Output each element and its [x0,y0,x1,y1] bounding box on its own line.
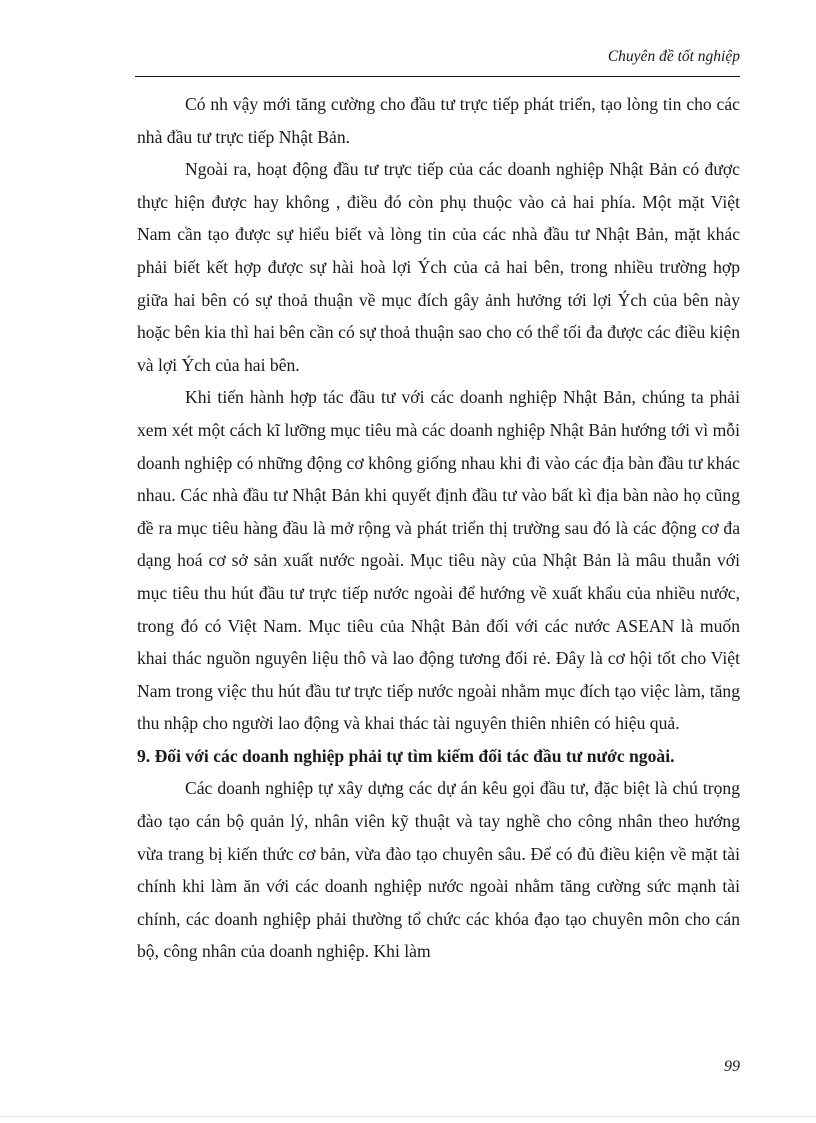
page-number: 99 [724,1058,740,1075]
section-heading: 9. Đối với các doanh nghiệp phải tự tìm kiếm đối tác đầu tư nước ngoài. [137,745,675,766]
header-rule [135,76,740,77]
document-body [137,88,740,968]
paragraph-2: Ngoài ra, hoạt động đầu tư trực tiếp của các doanh nghiệp Nhật Bản có được thực hiện được hay không , điều đó còn phụ thuộc vào cả hai phía. Một mặt Việt Nam cần tạo được sự hiểu biết và lòng tin của các nhà đầu tư Nhật Bản, mặt khác phải biết kết hợp được sự hài hoà lợi Ých của cả hai bên, trong nhiều trường hợp giữa hai bên có sự thoả thuận về mục đích gây ảnh hưởng tới lợi Ých của bên này hoặc bên kia thì hai bên cần có sự thoả thuận sao cho có thể tối đa được các điều kiện và lợi Ých của hai bên. [137,159,740,375]
paragraph-4: Các doanh nghiệp tự xây dựng các dự án kêu gọi đầu tư, đặc biệt là chú trọng đào tạo cán bộ quản lý, nhân viên kỹ thuật và tay nghề cho công nhân theo hướng vừa trang bị kiến thức cơ bản, vừa đào tạo chuyên sâu. Để có đủ điều kiện về mặt tài chính khi làm ăn với các doanh nghiệp nước ngoài nhằm tăng cường sức mạnh tài chính, các doanh nghiệp phải thường tổ chức các khóa đạo tạo chuyên môn cho cán bộ, công nhân của doanh nghiệp. Khi làm [137,778,740,962]
paragraph-1: Có nh vậy mới tăng cường cho đầu tư trực tiếp phát triển, tạo lòng tin cho các nhà đầu tư trực tiếp Nhật Bản. [137,94,740,147]
header-title: Chuyên đề tốt nghiệp [607,48,740,65]
footer-rule [0,1116,816,1117]
paragraph-3: Khi tiến hành hợp tác đầu tư với các doanh nghiệp Nhật Bản, chúng ta phải xem xét một cách kĩ lưỡng mục tiêu mà các doanh nghiệp Nhật Bản hướng tới vì mỗi doanh nghiệp có những động cơ không giống nhau khi đi vào các địa bàn đầu tư khác nhau. Các nhà đầu tư Nhật Bản khi quyết định đầu tư vào bất kì địa bàn nào họ cũng đề ra mục tiêu hàng đầu là mở rộng và phát triển thị trường sau đó là các động cơ đa dạng hoá cơ sở sản xuất nước ngoài. Mục tiêu này của Nhật Bản là mâu thuẫn với mục tiêu thu hút đầu tư trực tiếp nước ngoài để hướng về xuất khẩu của nhiều nước, trong đó có Việt Nam. Mục tiêu của Nhật Bản đối với các nước ASEAN là muốn khai thác nguồn nguyên liệu thô và lao động tương đối rẻ. Đây là cơ hội tốt cho Việt Nam trong việc thu hút đầu tư trực tiếp nước ngoài nhằm mục đích tạo việc làm, tăng thu nhập cho người lao động và khai thác tài nguyên thiên nhiên có hiệu quả. [137,387,740,734]
